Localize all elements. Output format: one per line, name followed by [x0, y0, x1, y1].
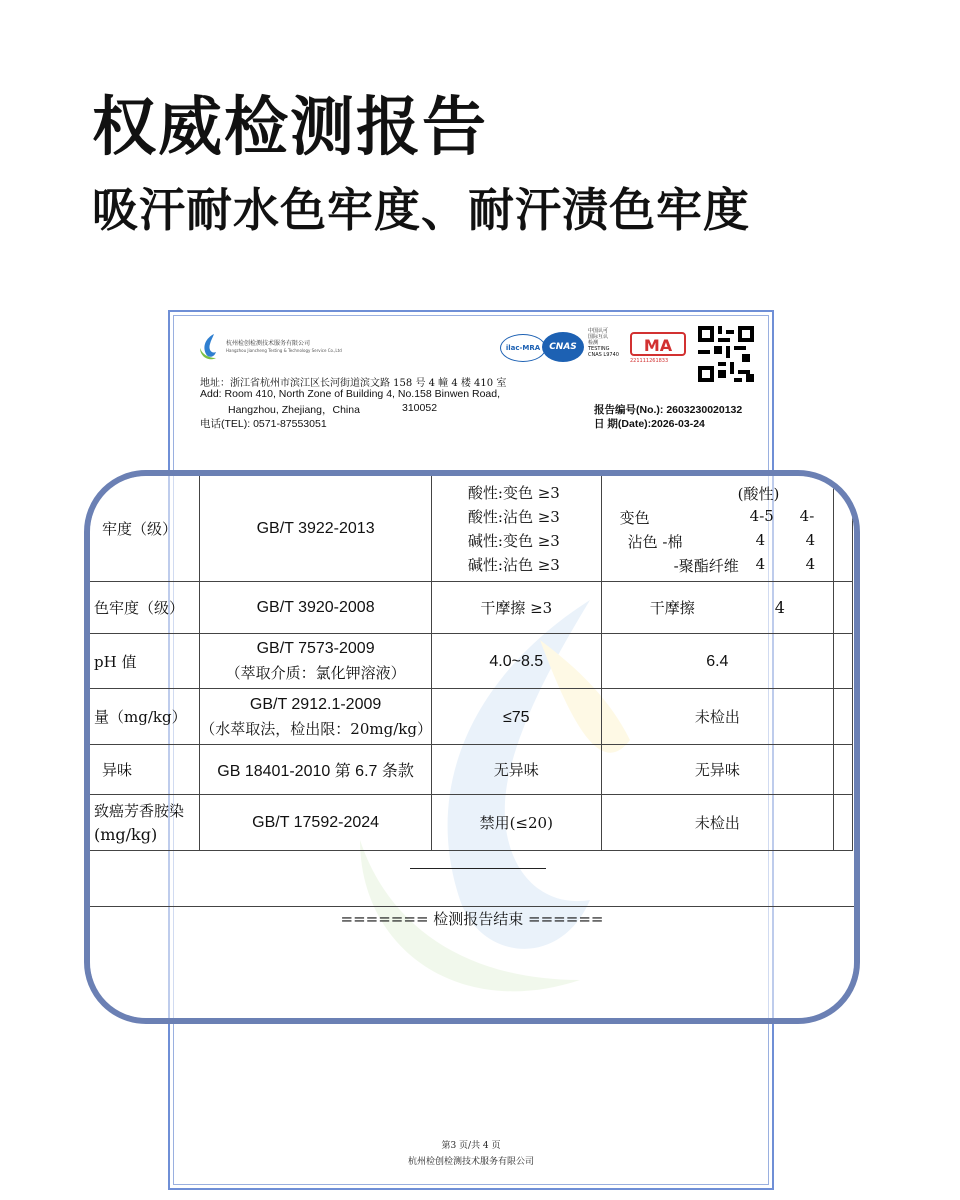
requirement-text: 无异味 — [493, 761, 539, 779]
item-cell — [90, 745, 200, 795]
requirement-cell — [431, 582, 601, 634]
edge-cell — [833, 634, 852, 689]
magnified-table-panel — [84, 470, 860, 1024]
standard-cell — [200, 689, 432, 745]
ilac-logo: ilac-MRA — [500, 334, 546, 362]
item-unit: (mg/kg) — [94, 824, 158, 844]
requirement-text: 禁用(≤20) — [479, 814, 553, 832]
footer-company: 杭州检创检测技术服务有限公司 — [407, 1157, 534, 1167]
requirement-line: 碱性:沾色 ≥3 — [467, 555, 560, 574]
table-row — [90, 634, 853, 689]
table-row — [90, 795, 853, 851]
result-label: 变色 — [619, 508, 650, 527]
qr-code-icon — [698, 326, 754, 382]
postal-code: 310052 — [402, 402, 438, 414]
result-label: 干摩擦 — [649, 599, 695, 617]
address-cn: 地址：浙江省杭州市滨江区长河街道滨文路 158 号 4 幢 4 楼 410 室 — [200, 378, 507, 389]
result-value: 4 — [774, 598, 785, 617]
page-number: 第3 页/共 4 页 — [441, 1141, 501, 1151]
result-value: 4- — [799, 506, 815, 525]
company-name-cn: 杭州检创检测技术服务有限公司 — [226, 340, 311, 347]
item-label: 致癌芳香胺染 — [94, 801, 185, 820]
report-number: 报告编号(No.): 2603230020132 — [594, 404, 743, 416]
standard-text: GB/T 3920-2008 — [256, 598, 375, 616]
item-label: 异味 — [102, 761, 133, 779]
result-value: 6.4 — [706, 653, 729, 670]
item-label: 牢度（级） — [102, 520, 178, 538]
page-subtitle: 吸汗耐水色牢度、耐汗渍色牢度 — [92, 183, 750, 237]
standard-text: GB/T 7573-2009 — [256, 640, 375, 657]
edge-cell — [833, 745, 852, 795]
requirement-text: ≤75 — [502, 708, 530, 726]
page-title: 权威检测报告 — [92, 91, 488, 165]
requirement-cell — [431, 634, 601, 689]
result-cell — [601, 745, 833, 795]
requirement-cell — [431, 795, 601, 851]
standard-cell — [200, 582, 432, 634]
standard-note: （水萃取法，检出限：20mg/kg） — [200, 719, 432, 738]
company-name-en: Hangzhou Jiancheng Testing & Technology Service Co.,Ltd — [226, 348, 342, 353]
report-end-text: ======= 检测报告结束 ====== — [340, 910, 604, 928]
requirement-line: 酸性:变色 ≥3 — [467, 483, 560, 502]
cnas-label: 中国认可 国际互认 检测 TESTING CNAS L9740 — [588, 328, 619, 358]
result-value: 4-5 — [749, 506, 774, 525]
requirement-cell — [431, 689, 601, 745]
standard-text: GB 18401-2010 第 6.7 条款 — [217, 763, 414, 780]
requirement-cell — [431, 476, 601, 582]
item-label: pH 值 — [94, 652, 137, 671]
item-cell — [90, 795, 200, 851]
edge-cell — [833, 795, 852, 851]
cnas-logo: CNAS — [542, 332, 584, 362]
requirement-line: 酸性:沾色 ≥3 — [467, 507, 560, 526]
result-value: 4 — [755, 554, 766, 573]
standard-cell — [200, 745, 432, 795]
result-value: 4 — [755, 530, 766, 549]
item-label: 色牢度（级） — [94, 599, 185, 617]
item-cell — [90, 476, 200, 582]
standard-text: GB/T 17592-2024 — [252, 813, 380, 831]
result-cell — [601, 634, 833, 689]
item-cell — [90, 582, 200, 634]
edge-cell — [833, 476, 852, 582]
result-label: -聚酯纤维 — [673, 556, 739, 575]
result-value: 未检出 — [694, 708, 740, 726]
signature-line — [410, 868, 546, 869]
telephone: 电话(TEL): 0571-87553051 — [200, 418, 327, 430]
standard-text: GB/T 3922-2013 — [256, 519, 375, 537]
item-label: 量（mg/kg） — [94, 708, 187, 726]
table-row — [90, 476, 853, 582]
address-en-line1: Add: Room 410, North Zone of Building 4, No.158 Binwen Road, — [200, 388, 501, 400]
result-cell — [601, 689, 833, 745]
item-cell — [90, 634, 200, 689]
result-cell — [601, 795, 833, 851]
cma-logo: MA — [630, 332, 686, 356]
table-row — [90, 582, 853, 634]
result-value: 4 — [805, 530, 816, 549]
result-block — [602, 479, 833, 579]
result-value: 4 — [805, 554, 816, 573]
requirement-text: 4.0~8.5 — [489, 653, 544, 670]
result-cell — [601, 582, 833, 634]
result-value: 未检出 — [694, 814, 740, 832]
result-header: (酸性) — [737, 484, 780, 503]
standard-cell — [200, 634, 432, 689]
standard-text: GB/T 2912.1-2009 — [249, 695, 382, 713]
result-label: 沾色 -棉 — [627, 532, 683, 551]
item-cell — [90, 689, 200, 745]
edge-cell — [833, 689, 852, 745]
company-logo-icon — [196, 332, 222, 362]
standard-cell — [200, 476, 432, 582]
divider — [90, 906, 854, 907]
edge-cell — [833, 582, 852, 634]
cma-number: 221111261833 — [630, 358, 669, 364]
report-date: 日 期(Date):2026-03-24 — [594, 418, 705, 430]
result-cell — [601, 476, 833, 582]
requirement-text: 干摩擦 ≥3 — [480, 599, 553, 617]
requirement-cell — [431, 745, 601, 795]
standard-note: （萃取介质：氯化钾溶液） — [225, 664, 406, 682]
certification-logos — [500, 326, 760, 382]
requirement-line: 碱性:变色 ≥3 — [467, 531, 560, 550]
address-en-line2: Hangzhou, Zhejiang，China — [228, 404, 360, 416]
standard-cell — [200, 795, 432, 851]
table-row — [90, 745, 853, 795]
result-value: 无异味 — [694, 761, 740, 779]
results-table — [89, 475, 853, 851]
table-row — [90, 689, 853, 745]
